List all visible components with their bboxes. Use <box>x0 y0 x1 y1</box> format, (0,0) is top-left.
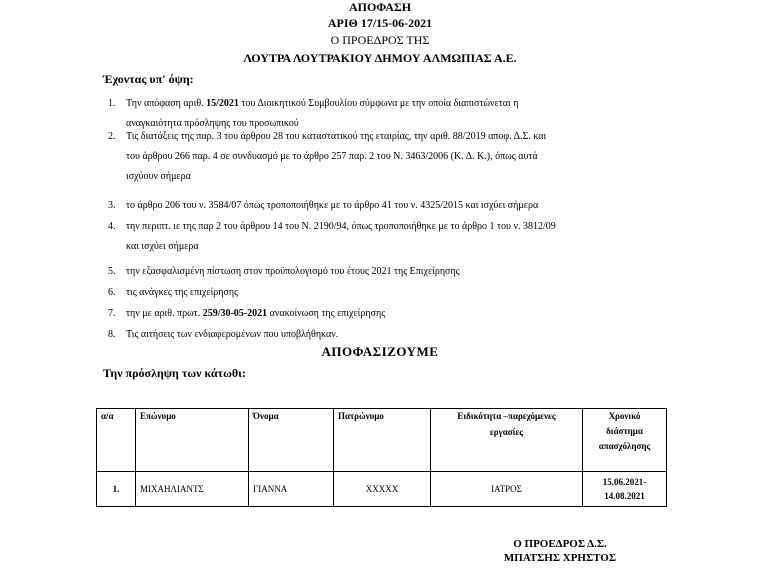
list-item-text <box>126 127 666 187</box>
list-item-text-pre: αναγκαιότητα πρόσληψης του προσωπικού <box>126 118 299 129</box>
col-period-line3: απασχόλησης <box>598 441 651 451</box>
list-item-text <box>126 325 666 345</box>
list-item-text-pre: Την απόφαση αριθ. <box>126 98 207 109</box>
col-specialty <box>431 409 583 472</box>
list-item-number: 8. <box>108 329 116 340</box>
hire-heading: Την πρόσληψη των κάτωθι: <box>103 366 246 380</box>
list-item-number: 3. <box>108 200 116 211</box>
list-item-text-post: ανακοίνωση της επιχείρησης <box>267 308 386 319</box>
list-item-text-pre: την εξασφαλισμένη πίστωση στον προϋπολογισμό του έτους 2021 της Επιχείρησης <box>126 266 460 277</box>
cell-period <box>583 472 667 507</box>
list-item-line <box>126 147 666 167</box>
list-item-text-pre: το άρθρο 206 του ν. 3584/07 όπως τροποποιήθηκε με το άρθρο 41 του ν. 4325/2015 και ισχύει σήμερα <box>126 200 539 211</box>
list-item-text <box>126 262 666 282</box>
list-item-text-pre: την περιπτ. ιε της παρ 2 του άρθρου 14 του Ν. 2190/94, όπως τροποποιήθηκε με το άρθρο 1 του ν. 3812/09 <box>126 221 556 232</box>
col-patronymic: Πατρώνυμο <box>334 409 431 472</box>
list-item-number: 1. <box>108 98 116 109</box>
list-item-text <box>126 304 666 324</box>
list-item-line <box>126 167 666 187</box>
list-item-text-pre: του άρθρου 266 παρ. 4 σε συνδυασμό με το άρθρο 257 παρ. 2 του Ν. 3463/2006 (Κ. Δ. Κ.), όπως αυτά <box>126 151 538 162</box>
col-period-line2: διάστημα <box>606 426 643 436</box>
doc-title: ΑΠΟΦΑΣΗ <box>348 0 412 14</box>
list-item-text-bold: 259/30-05-2021 <box>202 308 268 319</box>
col-period-line1: Χρονικό <box>608 411 641 421</box>
col-surname: Επώνυμο <box>136 409 249 472</box>
list-item-line <box>126 283 666 303</box>
doc-number: ΑΡΙΘ 17/15-06-2021 <box>327 16 433 30</box>
list-item-number: 7. <box>108 308 116 319</box>
col-name: Όνομα <box>249 409 334 472</box>
list-item-text-pre: Τις διατάξεις της παρ. 3 του άρθρου 28 του καταστατικού της εταιρίας, την αριθ. 88/2019 αποφ. Δ.Σ. και <box>126 131 547 142</box>
list-item-text-pre: και ισχύει σήμερα <box>126 241 199 252</box>
list-item-line <box>126 304 666 324</box>
list-item-text <box>126 196 666 216</box>
cell-aa: 1. <box>97 472 136 507</box>
list-item-number: 4. <box>108 221 116 232</box>
col-period <box>583 409 667 472</box>
cell-name: ΓΙΑΝΝΑ <box>249 472 334 507</box>
list-item-line <box>126 325 666 345</box>
cell-period-from: 15.06.2021- <box>602 477 647 487</box>
list-item-text <box>126 283 666 303</box>
list-item-line <box>126 196 666 216</box>
list-item-number: 6. <box>108 287 116 298</box>
list-item-text-pre: Τις αιτήσεις των ενδιαφερομένων που υποβλήθηκαν. <box>126 329 339 340</box>
decide-heading: ΑΠΟΦΑΣΙΖΟΥΜΕ <box>321 344 439 359</box>
list-item-text-post: του Διοικητικού Συμβουλίου σύμφωνα με την οποία διαπιστώνεται η <box>238 98 519 109</box>
list-item-text <box>126 217 666 257</box>
col-specialty-line1: Ειδικότητα –παρεχόμενες <box>457 411 556 421</box>
president-of: Ο ΠΡΟΕΔΡΟΣ ΤΗΣ <box>330 33 430 47</box>
list-item-line <box>126 237 666 257</box>
signature-role: Ο ΠΡΟΕΔΡΟΣ Δ.Σ. <box>513 538 607 550</box>
hiring-table <box>96 408 667 507</box>
cell-specialty: ΙΑΤΡΟΣ <box>431 472 583 507</box>
cell-surname: ΜΙΧΑΗΛΙΑΝΤΣ <box>136 472 249 507</box>
col-aa: α/α <box>97 409 136 472</box>
list-item-text-pre: την με αριθ. πρωτ. <box>126 308 203 319</box>
table-row <box>97 472 667 507</box>
list-item-text-bold: 15/2021 <box>206 98 239 109</box>
list-item-line <box>126 127 666 147</box>
table-header-row <box>97 409 667 472</box>
list-item-line <box>126 262 666 282</box>
given-heading: Έχοντας υπ' όψη: <box>103 72 194 86</box>
list-item-line <box>126 217 666 237</box>
list-item-text-pre: τις ανάγκες της επιχείρησης <box>126 287 239 298</box>
list-item-line <box>126 94 666 114</box>
list-item-number: 2. <box>108 131 116 142</box>
company-name: ΛΟΥΤΡΑ ΛΟΥΤΡΑΚΙΟΥ ΔΗΜΟΥ ΑΛΜΩΠΙΑΣ Α.Ε. <box>243 51 517 65</box>
signature-name: ΜΠΑΤΣΗΣ ΧΡΗΣΤΟΣ <box>503 552 617 564</box>
cell-patronymic: ΧΧΧΧΧ <box>334 472 431 507</box>
list-item-number: 5. <box>108 266 116 277</box>
cell-period-to: 14.08.2021 <box>604 491 645 501</box>
list-item-text-pre: ισχύουν σήμερα <box>126 171 191 182</box>
signature-block <box>470 537 650 565</box>
col-specialty-line2: εργασίες <box>489 427 524 437</box>
